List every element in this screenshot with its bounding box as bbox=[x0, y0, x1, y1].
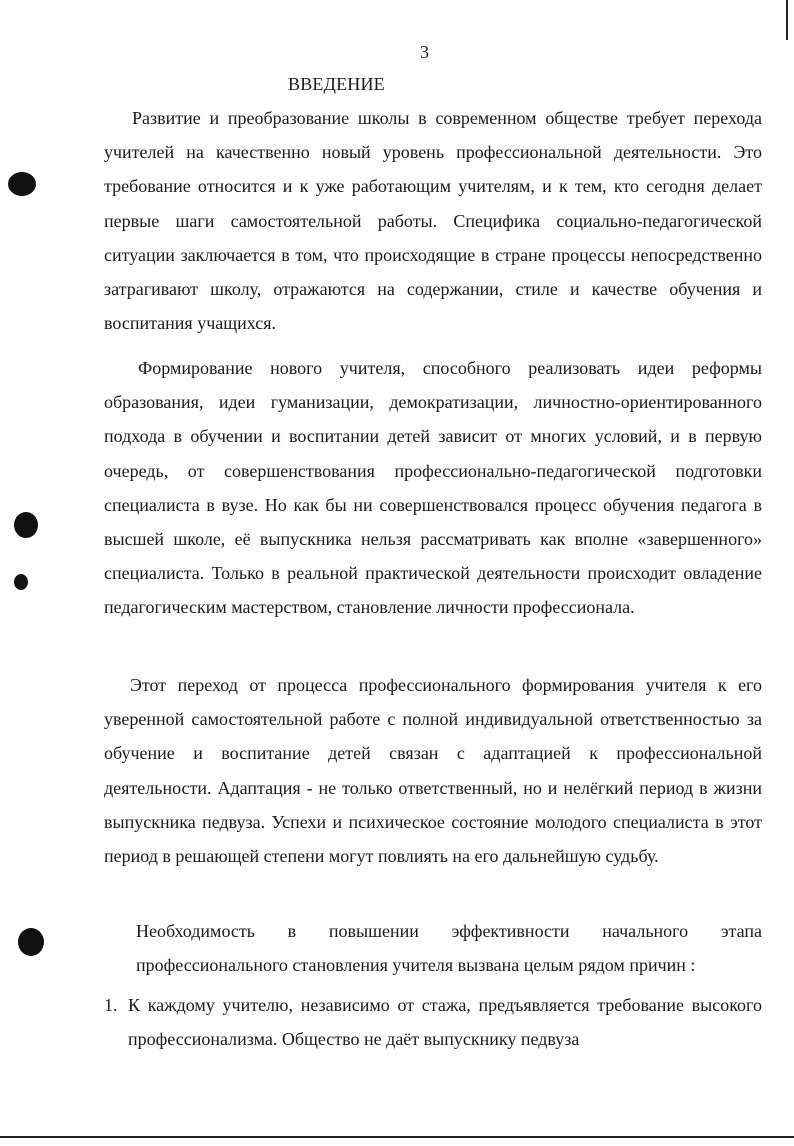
paragraph: Необходимость в повышении эффективности начального этапа профессионального становления учителя вызвана целым рядом причин : bbox=[136, 921, 762, 976]
paragraph: Этот переход от процесса профессионального формирования учителя к его уверенной самостоятельной работе с полной индивидуальной ответственностью за обучение и воспитание детей связан с адаптацией к профессиональной деятельности. Адаптация - не только ответственный, но и нелёгкий период в жизни выпускника педвуза. Успехи и психическое состояние молодого специалиста в этот период в решающей степени могут повлиять на его дальнейшую судьбу. bbox=[104, 675, 762, 867]
paragraph: Развитие и преобразование школы в современном обществе требует перехода учителей на качественно новый уровень профессиональной деятельности. Это требование относится и к уже работающим учителям, и к тем, кто сегодня делает первые шаги самостоятельной работы. Специфика социально-педагогической ситуации заключается в том, что происходящие в стране процессы непосредственно затрагивают школу, отражаются на содержании, стиле и качестве обучения и воспитания учащихся. bbox=[104, 108, 762, 334]
scan-edge-line bbox=[0, 1136, 794, 1138]
list-item bbox=[104, 988, 762, 1056]
list-item-number: 1. bbox=[104, 995, 118, 1015]
paragraph: Формирование нового учителя, способного реализовать идеи реформы образования, идеи гуманизации, демократизации, личностно-ориентированного подхода в обучении и воспитании детей зависит от многих условий, и в первую очередь, от совершенствования профессионально-педагогической подготовки специалиста в вузе. Но как бы ни совершенствовался процесс обучения педагога в высшей школе, её выпускника нельзя рассматривать как вполне «завершенного» специалиста. Только в реальной практической деятельности происходит овладение педагогическим мастерством, становление личности профессионала. bbox=[104, 358, 762, 618]
page-number: 3 bbox=[420, 42, 429, 62]
scan-edge-line bbox=[786, 0, 788, 40]
binding-hole-mark bbox=[8, 172, 36, 196]
list-item-text: К каждому учителю, независимо от стажа, предъявляется требование высокого профессионализма. Общество не даёт выпускнику педвуза bbox=[128, 995, 762, 1050]
numbered-list bbox=[104, 988, 762, 1056]
binding-hole-mark bbox=[18, 928, 44, 956]
ink-blot-mark bbox=[14, 574, 28, 590]
page-title: ВВЕДЕНИЕ bbox=[288, 74, 385, 94]
binding-hole-mark bbox=[14, 512, 38, 538]
